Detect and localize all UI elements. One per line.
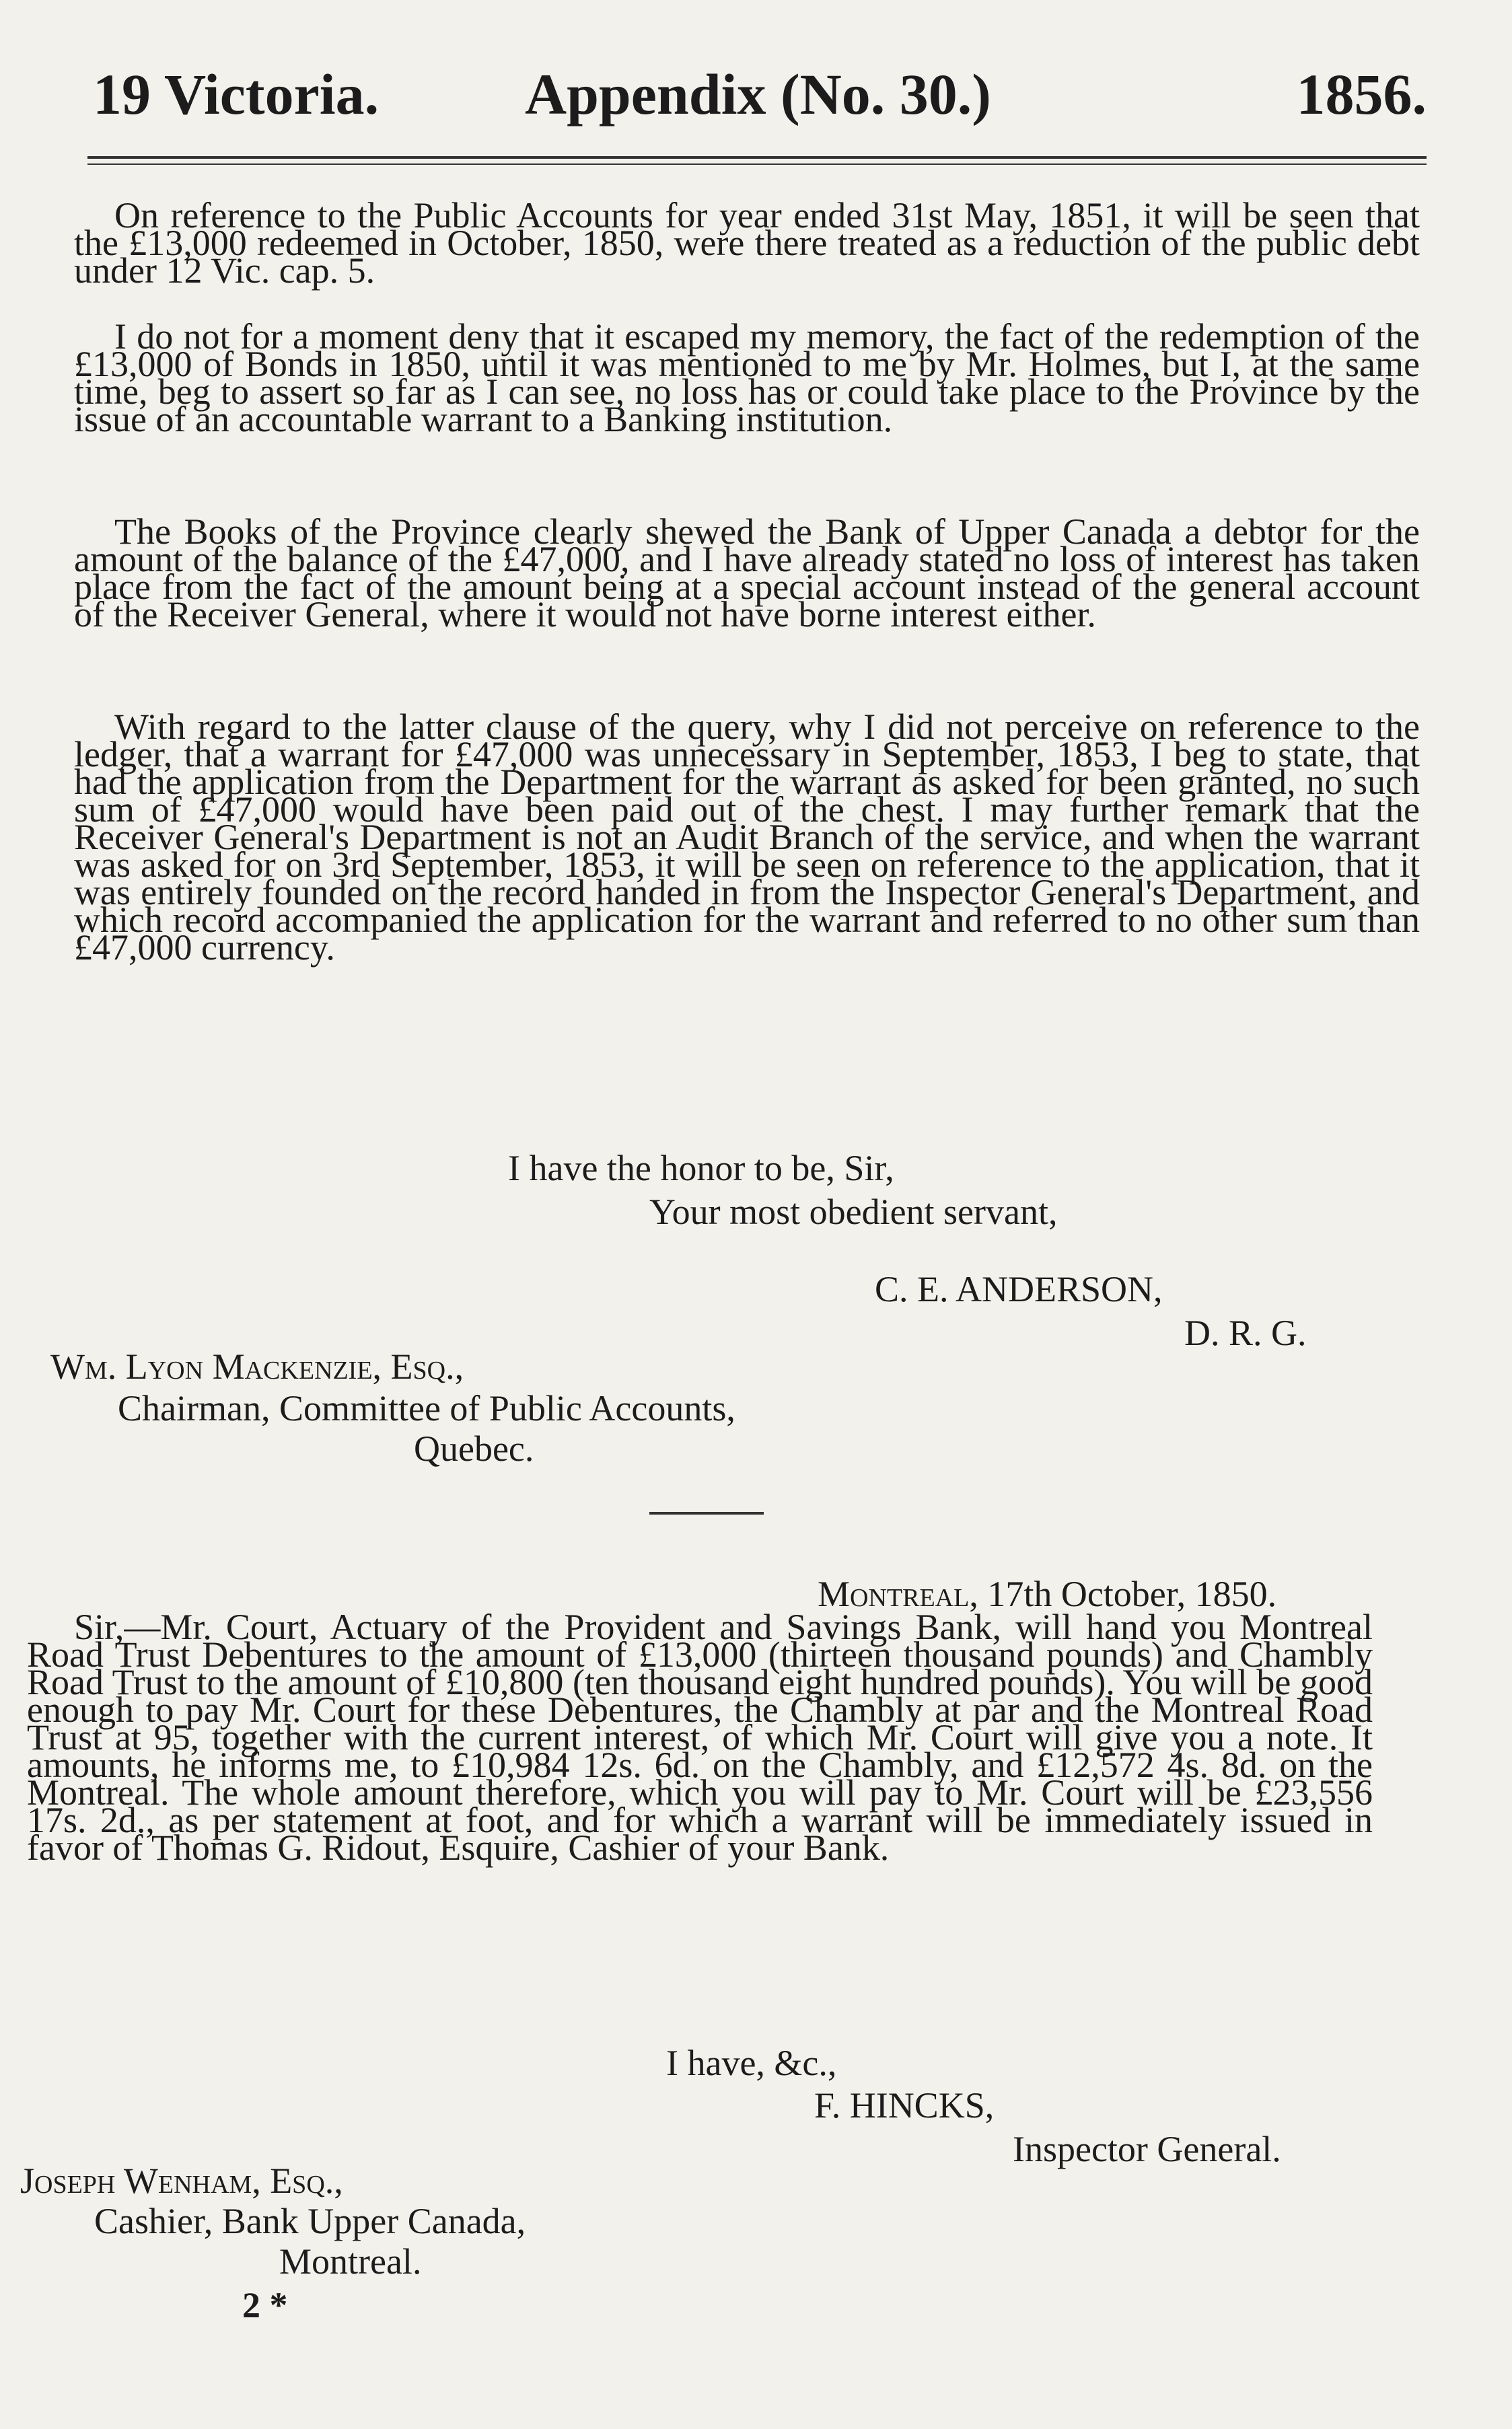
signature-title-ig: Inspector General. (1013, 2129, 1281, 2169)
paragraph-1: On reference to the Public Accounts for year ended 31st May, 1851, it will be seen that the £13,000 redeemed in October, 1850, were there treated as a reduction of the public debt under 12 Vic. cap. 5. (74, 195, 1420, 291)
addressee2-name: Joseph Wenham, Esq., (20, 2161, 343, 2201)
header-year: 1856. (1296, 62, 1427, 126)
dateline-date: 17th October, 1850. (987, 1574, 1277, 1614)
addressee-title: Chairman, Committee of Public Accounts, (118, 1388, 735, 1428)
letter2-body: Sir,—Mr. Court, Actuary of the Provident and Savings Bank, will hand you Montreal Road Trust Debentures to the amount of £13,000 (thirteen thousand pounds) and Chambly Road Trust to the amount of £10,800 (ten thousand eight hundred pounds). You will be good enough to pay Mr. Court for these Debentures, the Chambly at par and the Montreal Road Trust at 95, together with the current interest, of which Mr. Court will give you a note. It amounts, he informs me, to £10,984 12s. 6d. on the Chambly, and £12,572 4s. 8d. on the Montreal. The whole amount therefore, which you will pay to Mr. Court will be £23,556 17s. 2d., as per statement at foot, and for which a warrant will be immediately issued in favor of Thomas G. Ridout, Esquire, Cashier of your Bank. (27, 1607, 1373, 1868)
signature-mark: 2 * (242, 2285, 288, 2325)
letter2-closing: I have, &c., (666, 2043, 837, 2083)
addressee2-title: Cashier, Bank Upper Canada, (94, 2201, 526, 2241)
dateline-place: Montreal, (818, 1574, 978, 1614)
closing-line-2: Your most obedient servant, (649, 1192, 1058, 1232)
signature-hincks: F. HINCKS, (814, 2085, 995, 2126)
addressee-name: Wm. Lyon Mackenzie, Esq., (50, 1346, 464, 1387)
section-divider (649, 1512, 764, 1515)
header-rule (87, 156, 1427, 159)
paragraph-2: I do not for a moment deny that it escaped my memory, the fact of the redemption of the £13,000 of Bonds in 1850, until it was mentioned to me by Mr. Holmes, but I, at the same time, beg to assert so far as I can see, no loss has or could take place to the Province by the issue of an accountable warrant to a Banking institution. (74, 316, 1420, 439)
header-session: 19 Victoria. (93, 62, 380, 126)
header-rule-thin (87, 164, 1427, 165)
closing-line-1: I have the honor to be, Sir, (508, 1148, 894, 1188)
addressee-place: Quebec. (414, 1428, 534, 1469)
paragraph-3: The Books of the Province clearly shewed the Bank of Upper Canada a debtor for the amount of the balance of the £47,000, and I have already stated no loss of interest has taken place from the fact of the amount being at a special account instead of the general account of the Receiver General, where it would not have borne interest either. (74, 511, 1420, 635)
addressee2-place: Montreal. (279, 2241, 422, 2282)
page-header (87, 61, 1427, 155)
signature-anderson: C. E. ANDERSON, (875, 1269, 1163, 1309)
header-appendix: Appendix (No. 30.) (525, 62, 991, 126)
paragraph-4: With regard to the latter clause of the query, why I did not perceive on reference to the ledger, that a warrant for £47,000 was unnecessary in September, 1853, I beg to state, that had the application from the Department for the warrant as asked for been granted, no such sum of £47,000 would have been paid out of the chest. I may further remark that the Receiver General's Department is not an Audit Branch of the service, and when the warrant was asked for on 3rd September, 1853, it will be seen on reference to the application, that it was entirely founded on the record handed in from the Inspector General's Department, and which record accompanied the application for the warrant and referred to no other sum than £47,000 currency. (74, 706, 1420, 968)
signature-title-drg: D. R. G. (1184, 1313, 1307, 1353)
